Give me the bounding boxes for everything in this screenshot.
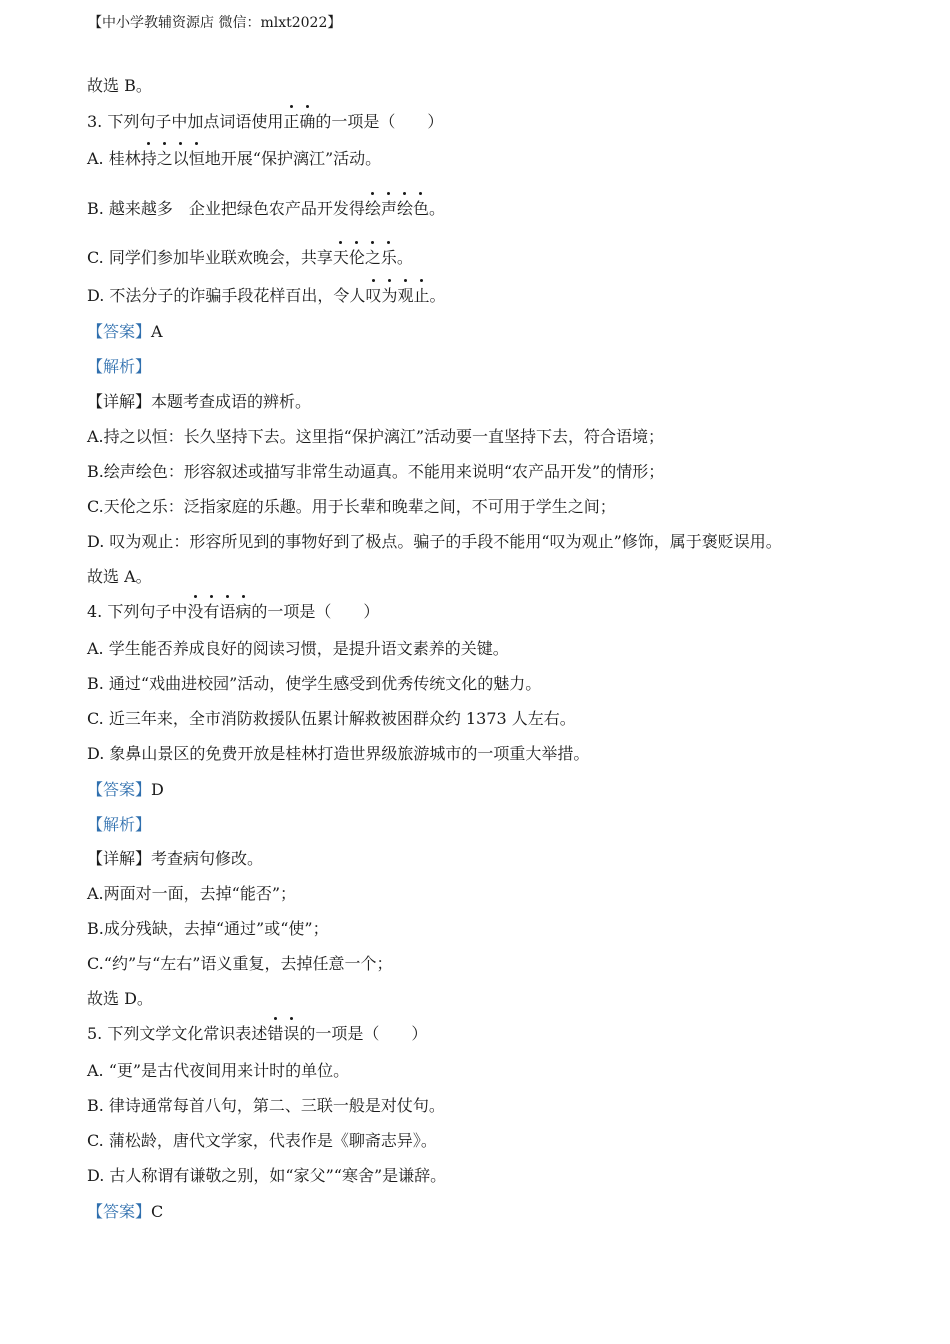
q3-explain-a: A.持之以恒：长久坚持下去。这里指“保护漓江”活动要一直坚持下去，符合语境； [87, 427, 665, 446]
q5-stem-prefix: 5. 下列文学文化常识表述 [87, 1024, 268, 1043]
answer-value: D [151, 780, 164, 799]
q3-option-a-suffix: 地开展“保护漓江”活动。 [204, 149, 382, 168]
q4-conclusion: 故选 D。 [87, 989, 153, 1008]
q3-option-b-prefix: B. 越来越多 企业把绿色农产品开发得 [87, 199, 365, 218]
emphasis-char: 乐 [380, 248, 397, 267]
q3-option-c-suffix: 。 [396, 248, 413, 267]
q4-option-d: D. 象鼻山景区的免费开放是桂林打造世界级旅游城市的一项重大举措。 [87, 744, 590, 763]
q3-stem-suffix: 的一项是（ ） [315, 112, 444, 131]
emphasis-char: 以 [172, 149, 189, 168]
q4-stem-suffix: 的一项是（ ） [251, 602, 380, 621]
emphasis-char: 持 [140, 149, 157, 168]
q4-option-b: B. 通过“戏曲进校园”活动，使学生感受到优秀传统文化的魅力。 [87, 674, 542, 693]
q4-answer [87, 779, 164, 801]
q3-stem [87, 111, 443, 133]
emphasis-char: 正 [283, 112, 300, 131]
emphasis-char: 确 [299, 112, 316, 131]
emphasis-char: 之 [156, 149, 173, 168]
q4-option-c: C. 近三年来，全市消防救援队伍累计解救被困群众约 1373 人左右。 [87, 709, 576, 728]
q4-explain-a: A.两面对一面，去掉“能否”； [87, 884, 297, 903]
emphasis-char: 错 [267, 1024, 284, 1043]
q4-analysis-label: 【解析】 [87, 815, 152, 834]
emphasis-char: 误 [283, 1024, 300, 1043]
emphasis-char: 有 [203, 602, 220, 621]
answer-label: 【答案】 [87, 322, 152, 341]
answer-label: 【答案】 [87, 1202, 152, 1221]
emphasis-char: 观 [397, 286, 414, 305]
q4-stem [87, 601, 379, 623]
q3-option-c [87, 247, 413, 269]
q5-stem-suffix: 的一项是（ ） [299, 1024, 428, 1043]
q3-analysis-label: 【解析】 [87, 357, 152, 376]
emphasis-char: 声 [380, 199, 397, 218]
emphasis-char: 没 [187, 602, 204, 621]
q3-detail: 【详解】本题考查成语的辨析。 [87, 392, 312, 411]
emphasis-char: 绘 [364, 199, 381, 218]
emphasis-char: 叹 [365, 286, 382, 305]
q4-stem-prefix: 4. 下列句子中 [87, 602, 188, 621]
q3-answer [87, 321, 163, 343]
q3-option-d-suffix: 。 [429, 286, 446, 305]
emphasis-char: 病 [235, 602, 252, 621]
q3-conclusion: 故选 A。 [87, 567, 152, 586]
emphasis-char: 为 [381, 286, 398, 305]
answer-value: A [151, 322, 163, 341]
q5-option-b: B. 律诗通常每首八句，第二、三联一般是对仗句。 [87, 1096, 445, 1115]
q3-option-a-prefix: A. 桂林 [87, 149, 141, 168]
q3-explain-d: D. 叹为观止：形容所见到的事物好到了极点。骗子的手段不能用“叹为观止”修饰，属于褒贬误用。 [87, 532, 782, 551]
q3-option-b-suffix: 。 [429, 199, 446, 218]
q4-explain-c: C.“约”与“左右”语义重复，去掉任意一个； [87, 954, 393, 973]
emphasis-char: 伦 [348, 248, 365, 267]
emphasis-char: 之 [364, 248, 381, 267]
q3-option-d-prefix: D. 不法分子的诈骗手段花样百出，令人 [87, 286, 366, 305]
q5-option-d: D. 古人称谓有谦敬之别，如“家父”“寒舍”是谦辞。 [87, 1166, 447, 1185]
emphasis-char: 天 [332, 248, 349, 267]
q3-explain-c: C.天伦之乐：泛指家庭的乐趣。用于长辈和晚辈之间，不可用于学生之间； [87, 497, 616, 516]
q4-option-a: A. 学生能否养成良好的阅读习惯，是提升语文素养的关键。 [87, 639, 509, 658]
q5-stem [87, 1023, 427, 1045]
q5-option-c: C. 蒲松龄，唐代文学家，代表作是《聊斋志异》。 [87, 1131, 437, 1150]
q4-explain-b: B.成分残缺，去掉“通过”或“使”； [87, 919, 329, 938]
emphasis-char: 色 [412, 199, 429, 218]
q2-conclusion: 故选 B。 [87, 76, 152, 95]
answer-label: 【答案】 [87, 780, 152, 799]
q3-option-b [87, 198, 445, 220]
q3-stem-prefix: 3. 下列句子中加点词语使用 [87, 112, 284, 131]
q3-option-a [87, 148, 381, 170]
emphasis-char: 止 [413, 286, 430, 305]
q3-option-c-prefix: C. 同学们参加毕业联欢晚会，共享 [87, 248, 333, 267]
q5-answer [87, 1201, 163, 1223]
q3-explain-b: B.绘声绘色：形容叙述或描写非常生动逼真。不能用来说明“农产品开发”的情形； [87, 462, 665, 481]
emphasis-char: 绘 [396, 199, 413, 218]
q5-option-a: A. “更”是古代夜间用来计时的单位。 [87, 1061, 350, 1080]
page-header: 【中小学教辅资源店 微信：mlxt2022】 [88, 15, 342, 31]
emphasis-char: 语 [219, 602, 236, 621]
q4-detail: 【详解】考查病句修改。 [87, 849, 264, 868]
answer-value: C [151, 1202, 164, 1221]
q3-option-d [87, 285, 446, 307]
emphasis-char: 恒 [188, 149, 205, 168]
